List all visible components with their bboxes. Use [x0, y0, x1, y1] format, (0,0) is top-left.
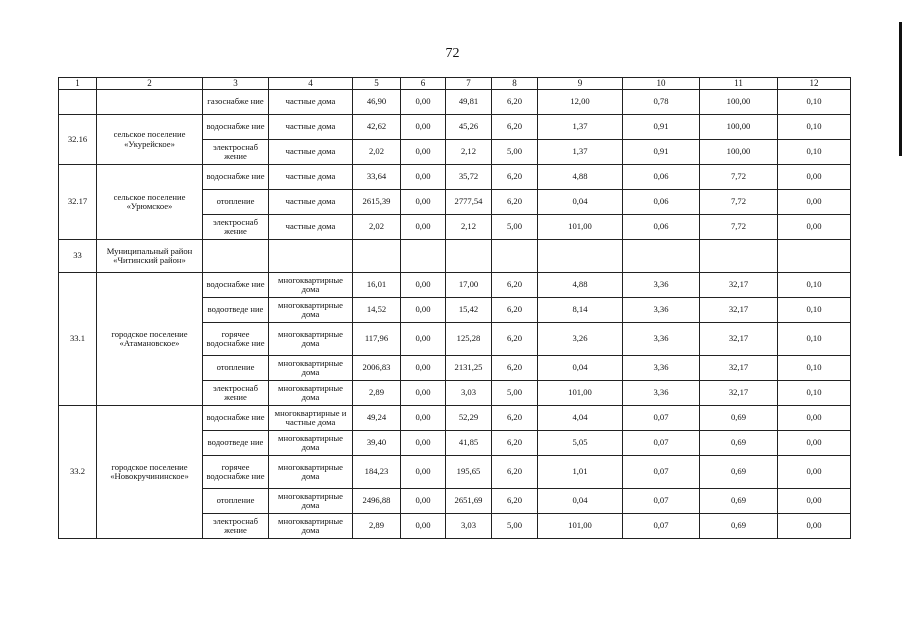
value-cell: 15,42: [446, 298, 492, 323]
housing-type-cell: частные дома: [269, 140, 353, 165]
table-row: [59, 273, 851, 298]
value-cell: 33,64: [353, 165, 401, 190]
value-cell: 0,00: [401, 115, 446, 140]
value-cell: 7,72: [700, 165, 778, 190]
housing-type-cell: многоквартирные дома: [269, 489, 353, 514]
value-cell: 0,10: [778, 115, 851, 140]
column-header: 5: [353, 78, 401, 90]
value-cell: 2,02: [353, 140, 401, 165]
value-cell: [353, 240, 401, 273]
value-cell: 0,00: [401, 323, 446, 356]
value-cell: 117,96: [353, 323, 401, 356]
value-cell: 49,81: [446, 90, 492, 115]
value-cell: 6,20: [492, 356, 538, 381]
municipality-cell: городское поселение «Атамановское»: [97, 273, 203, 406]
table-row: [59, 240, 851, 273]
value-cell: 0,00: [401, 356, 446, 381]
value-cell: 4,04: [538, 406, 623, 431]
service-cell: электроснаб жение: [203, 381, 269, 406]
value-cell: 3,03: [446, 514, 492, 539]
service-cell: газоснабже ние: [203, 90, 269, 115]
value-cell: 39,40: [353, 431, 401, 456]
value-cell: 1,37: [538, 115, 623, 140]
row-number-cell: 32.17: [59, 165, 97, 240]
service-cell: водоснабже ние: [203, 115, 269, 140]
municipality-cell: Муниципальный район «Читинский район»: [97, 240, 203, 273]
value-cell: 184,23: [353, 456, 401, 489]
housing-type-cell: частные дома: [269, 165, 353, 190]
value-cell: 4,88: [538, 165, 623, 190]
value-cell: 3,36: [623, 356, 700, 381]
value-cell: 101,00: [538, 215, 623, 240]
value-cell: 0,00: [401, 273, 446, 298]
value-cell: 101,00: [538, 514, 623, 539]
value-cell: 0,00: [778, 165, 851, 190]
value-cell: 2,02: [353, 215, 401, 240]
municipality-cell: городское поселение «Новокручининское»: [97, 406, 203, 539]
column-header: 8: [492, 78, 538, 90]
value-cell: [623, 240, 700, 273]
column-header: 11: [700, 78, 778, 90]
value-cell: 1,37: [538, 140, 623, 165]
value-cell: 0,07: [623, 514, 700, 539]
value-cell: 0,00: [401, 406, 446, 431]
column-header: 2: [97, 78, 203, 90]
column-header: 10: [623, 78, 700, 90]
value-cell: 0,00: [778, 514, 851, 539]
column-header: 6: [401, 78, 446, 90]
value-cell: 6,20: [492, 165, 538, 190]
tariff-table: [58, 77, 851, 539]
column-header: 1: [59, 78, 97, 90]
value-cell: 0,00: [778, 215, 851, 240]
value-cell: 0,10: [778, 381, 851, 406]
value-cell: 2006,83: [353, 356, 401, 381]
table-row: [59, 115, 851, 140]
row-number-cell: 33: [59, 240, 97, 273]
housing-type-cell: многоквартирные и частные дома: [269, 406, 353, 431]
value-cell: 2777,54: [446, 190, 492, 215]
service-cell: электроснаб жение: [203, 215, 269, 240]
value-cell: 3,03: [446, 381, 492, 406]
municipality-cell: сельское поселение «Урюмское»: [97, 165, 203, 240]
value-cell: 0,10: [778, 140, 851, 165]
value-cell: 52,29: [446, 406, 492, 431]
value-cell: 32,17: [700, 298, 778, 323]
value-cell: 0,91: [623, 115, 700, 140]
value-cell: 3,36: [623, 381, 700, 406]
value-cell: 2651,69: [446, 489, 492, 514]
value-cell: 0,00: [778, 190, 851, 215]
value-cell: 2496,88: [353, 489, 401, 514]
value-cell: 6,20: [492, 431, 538, 456]
service-cell: водоснабже ние: [203, 165, 269, 190]
value-cell: 0,00: [778, 489, 851, 514]
value-cell: 6,20: [492, 489, 538, 514]
service-cell: отопление: [203, 356, 269, 381]
value-cell: 14,52: [353, 298, 401, 323]
value-cell: 0,06: [623, 190, 700, 215]
value-cell: 0,69: [700, 431, 778, 456]
value-cell: 0,69: [700, 456, 778, 489]
value-cell: 17,00: [446, 273, 492, 298]
value-cell: 0,00: [401, 190, 446, 215]
value-cell: 0,07: [623, 406, 700, 431]
value-cell: 0,00: [401, 140, 446, 165]
value-cell: 2615,39: [353, 190, 401, 215]
municipality-cell: сельское поселение «Укурейское»: [97, 115, 203, 165]
value-cell: 42,62: [353, 115, 401, 140]
value-cell: 0,10: [778, 323, 851, 356]
housing-type-cell: частные дома: [269, 215, 353, 240]
value-cell: 6,20: [492, 456, 538, 489]
value-cell: 0,06: [623, 215, 700, 240]
service-cell: горячее водоснабже ние: [203, 323, 269, 356]
value-cell: 6,20: [492, 273, 538, 298]
value-cell: 3,36: [623, 273, 700, 298]
value-cell: 6,20: [492, 90, 538, 115]
row-number-cell: 33.2: [59, 406, 97, 539]
value-cell: 32,17: [700, 356, 778, 381]
value-cell: 2,89: [353, 381, 401, 406]
value-cell: 0,00: [401, 456, 446, 489]
service-cell: водоотведе ние: [203, 298, 269, 323]
column-header: 3: [203, 78, 269, 90]
column-header: 4: [269, 78, 353, 90]
value-cell: 6,20: [492, 298, 538, 323]
value-cell: 3,36: [623, 298, 700, 323]
housing-type-cell: частные дома: [269, 115, 353, 140]
value-cell: 0,06: [623, 165, 700, 190]
municipality-cell: [97, 90, 203, 115]
value-cell: 35,72: [446, 165, 492, 190]
value-cell: [492, 240, 538, 273]
housing-type-cell: многоквартирные дома: [269, 273, 353, 298]
table-row: [59, 90, 851, 115]
value-cell: 100,00: [700, 115, 778, 140]
value-cell: 0,91: [623, 140, 700, 165]
value-cell: 32,17: [700, 323, 778, 356]
value-cell: 5,00: [492, 140, 538, 165]
value-cell: 12,00: [538, 90, 623, 115]
value-cell: 0,78: [623, 90, 700, 115]
value-cell: 0,10: [778, 298, 851, 323]
value-cell: 101,00: [538, 381, 623, 406]
row-number-cell: 33.1: [59, 273, 97, 406]
value-cell: 4,88: [538, 273, 623, 298]
margin-rule: [899, 22, 902, 156]
service-cell: отопление: [203, 190, 269, 215]
value-cell: 0,00: [401, 165, 446, 190]
value-cell: 32,17: [700, 381, 778, 406]
value-cell: 49,24: [353, 406, 401, 431]
value-cell: 0,04: [538, 356, 623, 381]
value-cell: 0,00: [401, 90, 446, 115]
value-cell: [538, 240, 623, 273]
column-header: 12: [778, 78, 851, 90]
value-cell: [446, 240, 492, 273]
value-cell: 0,00: [401, 381, 446, 406]
service-cell: горячее водоснабже ние: [203, 456, 269, 489]
value-cell: 0,07: [623, 431, 700, 456]
housing-type-cell: частные дома: [269, 190, 353, 215]
housing-type-cell: многоквартирные дома: [269, 323, 353, 356]
value-cell: [401, 240, 446, 273]
value-cell: 6,20: [492, 115, 538, 140]
value-cell: 6,20: [492, 323, 538, 356]
value-cell: 100,00: [700, 90, 778, 115]
column-header: 9: [538, 78, 623, 90]
value-cell: 1,01: [538, 456, 623, 489]
column-header: 7: [446, 78, 492, 90]
value-cell: 2,89: [353, 514, 401, 539]
service-cell: электроснаб жение: [203, 140, 269, 165]
row-number-cell: 32.16: [59, 115, 97, 165]
service-cell: водоснабже ние: [203, 273, 269, 298]
value-cell: 5,05: [538, 431, 623, 456]
value-cell: 0,10: [778, 90, 851, 115]
value-cell: 2,12: [446, 140, 492, 165]
value-cell: 0,07: [623, 456, 700, 489]
value-cell: 0,00: [778, 431, 851, 456]
value-cell: 41,85: [446, 431, 492, 456]
value-cell: 45,26: [446, 115, 492, 140]
value-cell: 5,00: [492, 514, 538, 539]
value-cell: 0,00: [401, 514, 446, 539]
housing-type-cell: многоквартирные дома: [269, 514, 353, 539]
page-number: 72: [445, 46, 460, 61]
value-cell: 0,00: [778, 456, 851, 489]
housing-type-cell: многоквартирные дома: [269, 356, 353, 381]
housing-type-cell: многоквартирные дома: [269, 431, 353, 456]
housing-type-cell: частные дома: [269, 90, 353, 115]
value-cell: 0,00: [401, 431, 446, 456]
table-row: [59, 165, 851, 190]
value-cell: 2131,25: [446, 356, 492, 381]
value-cell: 16,01: [353, 273, 401, 298]
value-cell: 0,00: [401, 489, 446, 514]
value-cell: 32,17: [700, 273, 778, 298]
service-cell: водоснабже ние: [203, 406, 269, 431]
value-cell: 6,20: [492, 190, 538, 215]
housing-type-cell: многоквартирные дома: [269, 381, 353, 406]
service-cell: отопление: [203, 489, 269, 514]
housing-type-cell: многоквартирные дома: [269, 298, 353, 323]
table-row: [59, 406, 851, 431]
value-cell: 0,00: [401, 215, 446, 240]
value-cell: 125,28: [446, 323, 492, 356]
value-cell: 0,04: [538, 489, 623, 514]
service-cell: [203, 240, 269, 273]
value-cell: 0,00: [778, 406, 851, 431]
service-cell: водоотведе ние: [203, 431, 269, 456]
value-cell: 6,20: [492, 406, 538, 431]
value-cell: 0,10: [778, 356, 851, 381]
value-cell: [778, 240, 851, 273]
header-row: [59, 78, 851, 90]
value-cell: 0,00: [401, 298, 446, 323]
value-cell: 100,00: [700, 140, 778, 165]
value-cell: 7,72: [700, 190, 778, 215]
value-cell: 0,04: [538, 190, 623, 215]
value-cell: 0,69: [700, 514, 778, 539]
value-cell: 0,69: [700, 406, 778, 431]
value-cell: 2,12: [446, 215, 492, 240]
value-cell: 46,90: [353, 90, 401, 115]
value-cell: 0,07: [623, 489, 700, 514]
value-cell: 195,65: [446, 456, 492, 489]
value-cell: [700, 240, 778, 273]
value-cell: 3,26: [538, 323, 623, 356]
housing-type-cell: [269, 240, 353, 273]
value-cell: 8,14: [538, 298, 623, 323]
housing-type-cell: многоквартирные дома: [269, 456, 353, 489]
value-cell: 3,36: [623, 323, 700, 356]
service-cell: электроснаб жение: [203, 514, 269, 539]
value-cell: 0,10: [778, 273, 851, 298]
row-number-cell: [59, 90, 97, 115]
value-cell: 5,00: [492, 215, 538, 240]
value-cell: 0,69: [700, 489, 778, 514]
value-cell: 7,72: [700, 215, 778, 240]
value-cell: 5,00: [492, 381, 538, 406]
